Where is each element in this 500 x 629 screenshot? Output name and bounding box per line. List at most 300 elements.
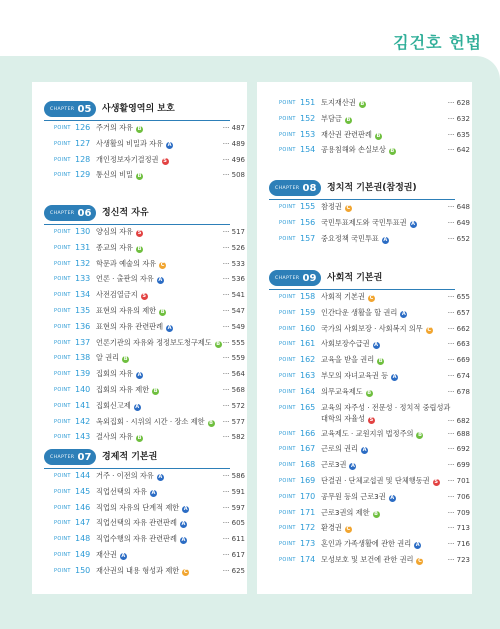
page-number: ··· 572	[222, 401, 245, 410]
page-number: ··· 526	[222, 243, 245, 252]
entry-title-text: 직업선택의 자유 관련판례	[96, 518, 177, 528]
point-number: 147	[75, 518, 91, 528]
toc-entry[interactable]	[32, 169, 247, 185]
point-label: POINT	[279, 100, 296, 106]
page-number: ··· 605	[222, 519, 245, 528]
importance-badge: B	[216, 340, 221, 347]
entry-title-text: 양심의 자유	[96, 227, 134, 236]
point-label: POINT	[279, 446, 296, 453]
entry-title	[96, 416, 215, 428]
importance-badge: B	[376, 132, 381, 139]
entry-title-text: 인간다운 생활을 할 권리	[321, 307, 398, 317]
toc-entry[interactable]	[32, 122, 247, 138]
point-number: 132	[75, 258, 91, 268]
entry-title	[96, 400, 141, 412]
entry-title-text: 언론 · 출판의 자유	[96, 274, 154, 284]
importance-badge: B	[418, 431, 422, 438]
toc-entry[interactable]	[32, 565, 247, 581]
chapter-heading	[257, 177, 457, 199]
page-number: ··· 559	[222, 354, 245, 363]
importance-badge: B	[137, 435, 142, 442]
page-number: ··· 586	[222, 472, 245, 480]
importance-badge: S	[434, 478, 438, 485]
entry-title-text: 사회보장수급권	[321, 339, 370, 349]
page-number: ··· 716	[447, 540, 470, 549]
point-label: POINT	[279, 357, 296, 364]
point-label: POINT	[279, 309, 296, 316]
entry-title	[321, 554, 423, 566]
point-number: 174	[300, 554, 316, 564]
point-number: 142	[75, 416, 91, 426]
entry-title-text: 재산권의 내용 형성과 제한	[96, 565, 180, 575]
entry-title	[321, 507, 380, 519]
toc-entry[interactable]	[257, 144, 472, 160]
entry-title-text: 부담금	[321, 113, 342, 123]
entry-title-text: 집회의 자유	[96, 369, 134, 379]
chapter-number: 05	[77, 103, 92, 115]
point-list	[32, 470, 247, 581]
importance-badge: B	[360, 101, 365, 107]
chapter-rule	[269, 289, 455, 290]
toc-entry[interactable]	[257, 97, 472, 113]
chapter-heading	[257, 267, 457, 289]
entry-title	[321, 354, 384, 366]
toc-entry[interactable]	[32, 154, 247, 170]
point-number: 172	[300, 523, 316, 533]
importance-badge: S	[369, 416, 374, 423]
entry-title	[96, 337, 222, 349]
toc-entry[interactable]	[257, 522, 472, 538]
toc-entry[interactable]	[32, 337, 247, 353]
toc-entry[interactable]	[32, 533, 247, 549]
entry-title	[96, 533, 187, 545]
page-number: ··· 682	[447, 416, 470, 425]
entry-title	[96, 565, 189, 577]
chapter-number: 08	[302, 182, 317, 194]
toc-entry[interactable]	[32, 352, 247, 368]
page-number: ··· 688	[447, 429, 470, 438]
entry-title-text: 주거의 자유	[96, 123, 134, 132]
point-label: POINT	[54, 244, 71, 251]
point-number: 156	[300, 217, 316, 227]
entry-title	[321, 323, 433, 335]
point-number: 165	[300, 402, 316, 412]
entry-title-text: 국민투표제도와 국민투표권	[321, 217, 407, 227]
toc-entry[interactable]	[32, 486, 247, 502]
importance-badge: A	[362, 447, 367, 454]
point-label: POINT	[54, 386, 71, 393]
page-number: ··· 628	[447, 99, 470, 107]
page-number: ··· 617	[222, 550, 245, 559]
chapter-heading	[32, 98, 232, 120]
entry-title	[321, 402, 450, 424]
page-number: ··· 678	[447, 387, 470, 396]
point-number: 158	[300, 292, 316, 301]
page-number: ··· 649	[447, 218, 470, 227]
page-number: ··· 547	[222, 306, 245, 315]
entry-title-text: 직업의 자유의 단계적 제한	[96, 502, 180, 512]
point-list	[257, 291, 472, 570]
entry-title	[321, 307, 407, 319]
point-number: 148	[75, 534, 91, 544]
entry-title-text: 표현의 자유의 제한	[96, 305, 157, 315]
toc-entry[interactable]	[32, 138, 247, 154]
importance-badge: A	[137, 372, 142, 379]
entry-title-text: 부모의 자녀교육권 등	[321, 370, 389, 380]
chapter-title: 경제적 기본권	[102, 452, 158, 462]
page-number: ··· 662	[447, 324, 470, 333]
point-number: 136	[75, 321, 91, 331]
toc-entry[interactable]	[257, 217, 472, 233]
importance-badge: C	[346, 526, 351, 533]
chapter-label: CHAPTER	[50, 106, 75, 112]
toc-entry[interactable]	[32, 226, 247, 242]
entry-title	[321, 97, 366, 109]
importance-badge: A	[167, 324, 172, 331]
entry-title-text: 재산권 관련판례	[321, 129, 372, 139]
importance-badge: A	[374, 342, 379, 349]
point-label: POINT	[54, 551, 71, 558]
importance-badge: B	[123, 356, 128, 363]
importance-badge: C	[183, 568, 188, 575]
entry-title-text: 근로3권의 제한	[321, 507, 370, 517]
entry-title-text: 집회의 자유 제한	[96, 384, 150, 394]
point-number: 128	[75, 154, 91, 164]
entry-title-text: 옥외집회 · 시위의 시간 · 장소 제한	[96, 416, 205, 426]
point-number: 157	[300, 233, 316, 243]
point-label: POINT	[54, 504, 71, 511]
page-number: ··· 487	[222, 124, 245, 132]
chapter-badge	[44, 449, 96, 465]
point-label: POINT	[54, 567, 71, 574]
importance-badge: A	[181, 521, 186, 528]
importance-badge: S	[142, 293, 146, 300]
toc-entry[interactable]	[32, 273, 247, 289]
point-number: 130	[75, 227, 91, 236]
point-list	[257, 97, 472, 160]
toc-entry[interactable]	[32, 470, 247, 486]
page-number: ··· 632	[447, 114, 470, 123]
importance-badge: B	[367, 389, 372, 396]
entry-title	[96, 242, 143, 254]
point-number: 134	[75, 290, 91, 300]
point-label: POINT	[279, 541, 296, 548]
page-number: ··· 533	[222, 259, 245, 268]
entry-title	[96, 138, 173, 150]
toc-entry[interactable]	[257, 201, 472, 217]
page-number: ··· 674	[447, 371, 470, 380]
point-label: POINT	[54, 536, 71, 543]
entry-title	[96, 384, 159, 396]
toc-entry[interactable]	[32, 400, 247, 416]
point-label: POINT	[279, 115, 296, 122]
toc-entry[interactable]	[257, 491, 472, 507]
page-number: ··· 564	[222, 370, 245, 379]
toc-entry[interactable]	[257, 233, 472, 249]
chapter-heading	[32, 202, 232, 224]
page-number: ··· 582	[222, 433, 245, 442]
point-number: 135	[75, 305, 91, 315]
importance-badge: A	[411, 220, 416, 227]
point-list	[32, 122, 247, 185]
toc-entry[interactable]	[257, 459, 472, 475]
page-number: ··· 611	[222, 535, 245, 544]
page-number: ··· 699	[447, 461, 470, 470]
point-label: POINT	[279, 219, 296, 226]
toc-entry[interactable]	[257, 323, 472, 339]
importance-badge: A	[135, 403, 140, 410]
chapter-rule	[269, 199, 455, 200]
toc-entry[interactable]	[32, 384, 247, 400]
point-number: 163	[300, 370, 316, 380]
point-list	[32, 226, 247, 447]
toc-entry[interactable]	[257, 129, 472, 145]
importance-badge: B	[374, 510, 378, 517]
point-label: POINT	[54, 488, 71, 495]
entry-title	[321, 113, 352, 125]
point-label: POINT	[54, 260, 71, 267]
importance-badge: A	[183, 505, 188, 512]
point-number: 152	[300, 113, 316, 123]
chapter-number: 07	[77, 451, 92, 463]
point-label: POINT	[279, 372, 296, 379]
point-number: 139	[75, 369, 91, 379]
point-label: POINT	[279, 235, 296, 242]
entry-title-text: 혼인과 가족생활에 관한 권리	[321, 539, 412, 549]
page-number: ··· 657	[447, 308, 470, 317]
entry-title	[321, 370, 398, 382]
point-label: POINT	[54, 473, 71, 479]
entry-title	[96, 289, 148, 301]
point-label: POINT	[279, 147, 296, 154]
entry-title	[321, 475, 440, 487]
point-label: POINT	[279, 493, 296, 500]
entry-title	[96, 517, 187, 529]
importance-badge: C	[346, 205, 351, 211]
importance-badge: B	[137, 245, 142, 252]
chapter-rule	[44, 120, 230, 121]
entry-title-text: 의무교육제도	[321, 386, 363, 396]
importance-badge: A	[167, 141, 172, 148]
point-number: 143	[75, 432, 91, 442]
entry-title	[96, 431, 143, 443]
point-number: 151	[300, 98, 316, 107]
point-label: POINT	[279, 430, 296, 437]
toc-entry[interactable]	[32, 502, 247, 518]
importance-badge: A	[390, 494, 395, 501]
chapter-number: 06	[77, 207, 92, 219]
entry-title-text: 국가의 사회보장 · 사회복지 의무	[321, 323, 423, 333]
importance-badge: S	[163, 157, 167, 164]
entry-title	[321, 538, 421, 550]
chapter-title: 정신적 자유	[102, 208, 149, 218]
entry-title	[96, 226, 143, 238]
point-label: POINT	[279, 294, 296, 300]
point-list	[257, 201, 472, 248]
toc-entry[interactable]	[257, 370, 472, 386]
chapter-badge	[44, 101, 96, 117]
page-number: ··· 536	[222, 275, 245, 284]
point-label: POINT	[54, 339, 71, 346]
importance-badge: B	[346, 116, 351, 123]
toc-entry[interactable]	[32, 242, 247, 258]
point-number: 169	[300, 475, 316, 485]
entry-title-text: 언론기관의 자유와 정정보도청구제도	[96, 337, 212, 347]
page-number: ··· 706	[447, 492, 470, 501]
book-title: 김건호 헌법	[393, 33, 482, 52]
entry-title	[96, 368, 143, 380]
toc-entry[interactable]	[32, 289, 247, 305]
point-number: 150	[75, 565, 91, 575]
toc-entry[interactable]	[257, 402, 472, 428]
toc-entry[interactable]	[257, 443, 472, 459]
point-number: 149	[75, 549, 91, 559]
point-label: POINT	[54, 172, 71, 179]
point-number: 141	[75, 400, 91, 410]
entry-title	[321, 428, 423, 440]
point-label: POINT	[54, 229, 71, 235]
toc-entry[interactable]	[32, 549, 247, 565]
page-number: ··· 597	[222, 503, 245, 512]
toc-left-column	[32, 82, 247, 594]
importance-badge: A	[401, 310, 406, 317]
point-label: POINT	[54, 307, 71, 314]
toc-entry[interactable]	[257, 291, 472, 307]
chapter-heading	[32, 446, 232, 468]
importance-badge: C	[369, 295, 374, 301]
entry-title	[96, 273, 164, 285]
entry-title	[321, 459, 356, 471]
point-number: 160	[300, 323, 316, 333]
entry-title-text: 결사의 자유	[96, 432, 134, 442]
point-label: POINT	[54, 355, 71, 362]
page-number: ··· 635	[447, 130, 470, 139]
point-number: 154	[300, 145, 316, 155]
entry-title	[96, 321, 173, 333]
entry-title	[96, 549, 127, 561]
page-number: ··· 642	[447, 146, 470, 155]
point-number: 166	[300, 428, 316, 438]
entry-title	[321, 144, 396, 156]
importance-badge: A	[181, 537, 186, 544]
entry-title-text: 근로3권	[321, 460, 347, 470]
point-number: 131	[75, 242, 91, 252]
toc-entry[interactable]	[257, 475, 472, 491]
toc-entry[interactable]	[257, 338, 472, 354]
importance-badge: B	[137, 126, 142, 132]
importance-badge: C	[160, 261, 165, 268]
entry-title	[321, 217, 417, 229]
importance-badge: C	[418, 557, 422, 564]
entry-title-text: 직업선택의 자유	[96, 486, 147, 496]
page-number: ··· 669	[447, 356, 470, 365]
entry-title-text: 교육제도 · 교원지위 법정주의	[321, 428, 414, 438]
page-number: ··· 568	[222, 385, 245, 394]
page-number: ··· 489	[222, 139, 245, 148]
entry-title-text: 사생활의 비밀과 자유	[96, 138, 164, 148]
entry-title-text: 종교의 자유	[96, 242, 134, 252]
page-number: ··· 625	[222, 566, 245, 575]
page-number: ··· 577	[222, 417, 245, 426]
entry-title	[321, 338, 380, 350]
entry-title-text: 학문과 예술의 자유	[96, 258, 157, 268]
page-number: ··· 555	[222, 338, 245, 347]
toc-entry[interactable]	[32, 431, 247, 447]
entry-title-text: 참정권	[321, 202, 342, 211]
entry-title-text: 집회신고제	[96, 400, 131, 410]
point-number: 167	[300, 444, 316, 454]
importance-badge: S	[137, 230, 142, 236]
importance-badge: A	[415, 542, 420, 549]
point-label: POINT	[279, 131, 296, 138]
chapter-rule	[44, 224, 230, 225]
chapter-title: 사생활영역의 보호	[102, 104, 175, 114]
point-label: POINT	[279, 204, 296, 210]
point-number: 133	[75, 274, 91, 284]
toc-entry[interactable]	[32, 416, 247, 432]
page-number: ··· 655	[447, 293, 470, 301]
entry-title	[96, 258, 166, 270]
page-number: ··· 508	[222, 171, 245, 180]
entry-title	[96, 122, 143, 134]
toc-entry[interactable]	[257, 538, 472, 554]
point-label: POINT	[54, 276, 71, 283]
entry-title-text: 근로의 권리	[321, 444, 359, 454]
toc-entry[interactable]	[32, 517, 247, 533]
toc-entry[interactable]	[32, 368, 247, 384]
toc-entry[interactable]	[257, 386, 472, 402]
point-number: 140	[75, 384, 91, 394]
toc-entry[interactable]	[257, 428, 472, 444]
point-number: 159	[300, 307, 316, 317]
entry-title	[96, 305, 166, 317]
entry-title-text: 중요정책 국민투표	[321, 233, 379, 243]
entry-title	[321, 386, 373, 398]
entry-title	[96, 470, 164, 482]
toc-entry[interactable]	[257, 354, 472, 370]
point-number: 164	[300, 386, 316, 396]
toc-entry[interactable]	[257, 307, 472, 323]
point-number: 126	[75, 123, 91, 132]
importance-badge: A	[350, 463, 355, 470]
page-number: ··· 663	[447, 340, 470, 349]
toc-entry[interactable]	[257, 113, 472, 129]
page-number: ··· 648	[447, 203, 470, 211]
point-label: POINT	[279, 325, 296, 332]
point-number: 161	[300, 339, 316, 349]
point-label: POINT	[54, 371, 71, 378]
toc-entry[interactable]	[32, 258, 247, 274]
point-label: POINT	[54, 292, 71, 299]
chapter-label: CHAPTER	[50, 454, 75, 460]
entry-title-text: 알 권리	[96, 353, 120, 363]
page-number: ··· 652	[447, 234, 470, 243]
toc-entry[interactable]	[257, 507, 472, 523]
point-label: POINT	[54, 418, 71, 425]
chapter-title: 정치적 기본권(참정권)	[327, 183, 417, 193]
point-number: 145	[75, 486, 91, 496]
point-number: 146	[75, 502, 91, 512]
toc-entry[interactable]	[257, 554, 472, 570]
point-number: 170	[300, 491, 316, 501]
chapter-label: CHAPTER	[275, 275, 300, 281]
toc-entry[interactable]	[32, 321, 247, 337]
entry-title-text: 직업수행의 자유 관련판례	[96, 534, 177, 544]
point-number: 173	[300, 539, 316, 549]
toc-entry[interactable]	[32, 305, 247, 321]
importance-badge: A	[392, 373, 397, 380]
point-label: POINT	[279, 462, 296, 469]
